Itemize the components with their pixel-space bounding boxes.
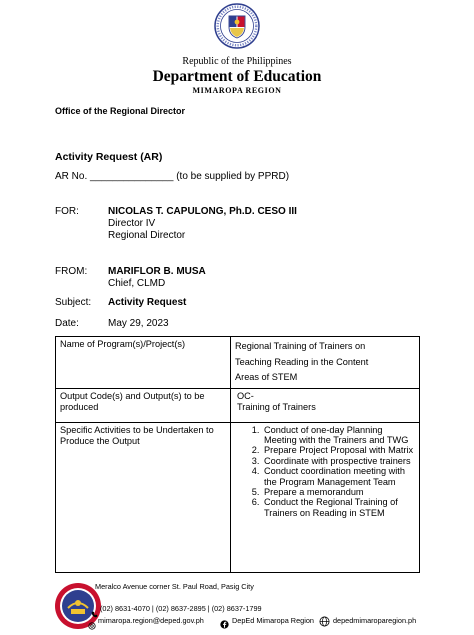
list-item: 2. Prepare Project Proposal with Matrix (262, 445, 415, 455)
footer-facebook[interactable]: DepEd Mimaropa Region (232, 616, 314, 625)
subject-label: Subject: (55, 297, 92, 308)
for-office: Regional Director (108, 230, 186, 241)
output-code: OC- (237, 390, 254, 401)
date-value: May 29, 2023 (108, 318, 169, 329)
document-title: Activity Request (AR) (55, 151, 163, 163)
list-item: 6. Conduct the Regional Training of Trainers on Reading in STEM (262, 497, 415, 518)
email-icon (88, 617, 96, 635)
for-label: FOR: (55, 206, 79, 217)
activities-label-line: Specific Activities to be Undertaken to (60, 424, 214, 435)
facebook-icon (220, 616, 229, 634)
footer-address: Meralco Avenue corner St. Paul Road, Pasig City (95, 582, 254, 591)
deped-seal-logo (214, 3, 260, 49)
list-item: 5. Prepare a memorandum (262, 487, 415, 497)
table-row (56, 337, 420, 389)
program-line: Regional Training of Trainers on (235, 341, 366, 351)
list-item: 4. Conduct coordination meeting with the Program Management Team (262, 466, 415, 487)
from-name: MARIFLOR B. MUSA (108, 266, 206, 277)
output-name: Training of Trainers (237, 401, 316, 412)
republic-line: Republic of the Philippines (182, 56, 292, 67)
region-line: MIMAROPA REGION (192, 86, 282, 95)
list-item: 3. Coordinate with prospective trainers (262, 456, 415, 466)
activities-label-cell (56, 422, 231, 572)
program-value-cell (231, 337, 420, 389)
department-title: Department of Education (152, 68, 322, 85)
from-position: Chief, CLMD (108, 278, 166, 289)
activities-list-cell (231, 422, 420, 572)
footer-email[interactable]: mimaropa.region@deped.gov.ph (98, 616, 204, 625)
output-label-line: produced (60, 401, 99, 412)
for-name: NICOLAS T. CAPULONG, Ph.D. CESO III (108, 206, 297, 217)
activities-list (235, 425, 415, 519)
output-label-cell (56, 388, 231, 422)
from-label: FROM: (55, 266, 88, 277)
program-label-cell (56, 337, 231, 389)
activities-label-line: Produce the Output (60, 435, 140, 446)
footer-phones: (02) 8631-4070 | (02) 8637-2895 | (02) 8637-1799 (100, 604, 262, 613)
program-line: Areas of STEM (235, 372, 298, 382)
program-label: Name of Program(s)/Project(s) (60, 339, 186, 349)
globe-icon (319, 614, 330, 632)
ar-number-line: AR No. _______________ (to be supplied by PPRD) (55, 171, 290, 182)
date-label: Date: (55, 318, 79, 329)
program-line: Teaching Reading in the Content (235, 356, 369, 367)
office-line: Office of the Regional Director (55, 106, 186, 116)
subject-value: Activity Request (108, 297, 187, 308)
table-row (56, 388, 420, 422)
activity-request-table (55, 336, 420, 573)
footer-website[interactable]: depedmimaroparegion.ph (333, 616, 417, 625)
for-position: Director IV (108, 218, 156, 229)
output-value-cell (231, 388, 420, 422)
table-row (56, 422, 420, 572)
list-item: 1. Conduct of one-day Planning Meeting with the Trainers and TWG (262, 425, 415, 446)
output-label-line: Output Code(s) and Output(s) to be (60, 390, 205, 401)
